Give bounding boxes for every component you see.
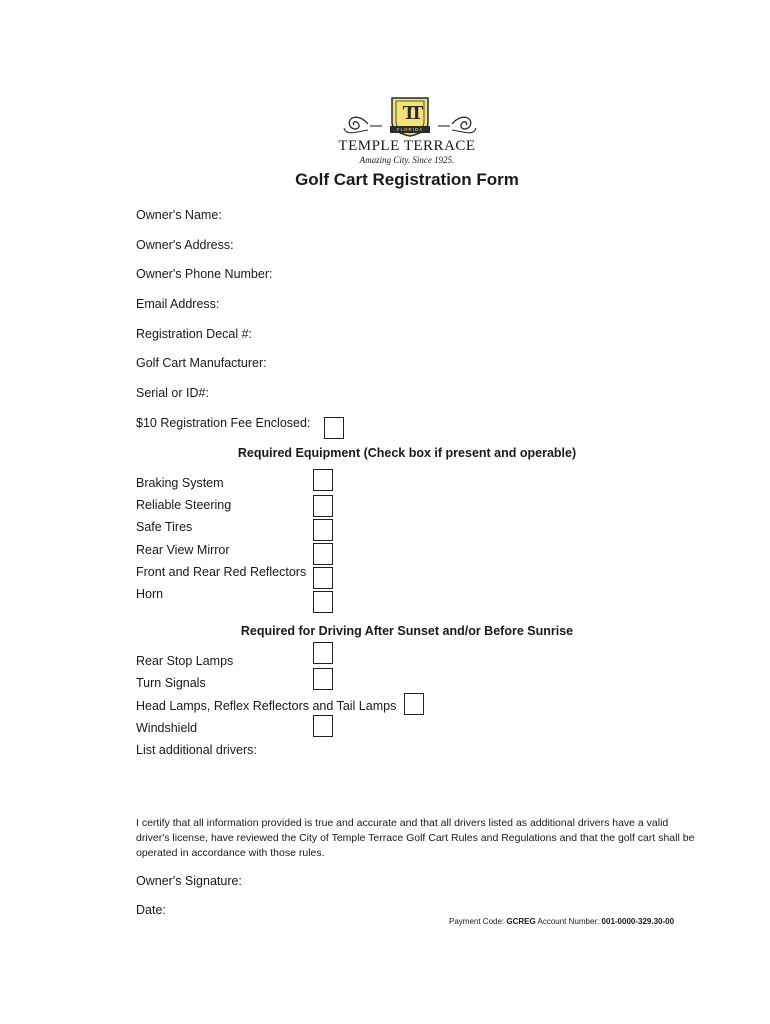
logo-name: TEMPLE TERRACE — [338, 138, 476, 154]
night-equipment-heading: Required for Driving After Sunset and/or Before Sunrise — [240, 624, 574, 638]
logo-ribbon-text: FLORIDA — [396, 127, 424, 132]
payment-code-label: Payment Code: — [449, 917, 505, 926]
payment-footer — [449, 917, 674, 926]
account-number-label: Account Number: — [537, 917, 600, 926]
additional-drivers-label: List additional drivers: — [136, 743, 257, 757]
decal-label: Registration Decal #: — [136, 327, 253, 341]
night-checkbox-windshield[interactable] — [313, 715, 333, 737]
certification-text: I certify that all information provided is true and accurate and that all drivers listed as additional drivers have a valid driver's license, have reviewed the City of Temple Terrace Golf Cart Rules and Regulations and that the golf cart shall be operated in accordance with those rules. — [136, 817, 695, 859]
night-item-head-lamps: Head Lamps, Reflex Reflectors and Tail Lamps — [136, 699, 397, 713]
equipment-item-horn: Horn — [136, 587, 164, 601]
logo-tagline: Amazing City. Since 1925. — [359, 155, 455, 165]
night-checkbox-stop-lamps[interactable] — [313, 642, 333, 664]
equipment-checkbox-tires[interactable] — [313, 519, 333, 541]
equipment-checkbox-braking[interactable] — [313, 469, 333, 491]
logo-monogram: TT — [402, 102, 418, 124]
night-item-stop-lamps: Rear Stop Lamps — [136, 654, 234, 668]
equipment-item-mirror: Rear View Mirror — [136, 543, 230, 557]
date-label: Date: — [136, 903, 166, 917]
owner-name-label: Owner's Name: — [136, 208, 222, 222]
equipment-item-tires: Safe Tires — [136, 520, 193, 534]
manufacturer-label: Golf Cart Manufacturer: — [136, 356, 267, 370]
equipment-item-steering: Reliable Steering — [136, 498, 232, 512]
night-checkbox-head-lamps[interactable] — [404, 693, 424, 715]
payment-code-value: GCREG — [506, 917, 536, 926]
owner-phone-label: Owner's Phone Number: — [136, 267, 273, 281]
serial-label: Serial or ID#: — [136, 386, 209, 400]
equipment-item-reflectors: Front and Rear Red Reflectors — [136, 565, 307, 579]
email-label: Email Address: — [136, 297, 220, 311]
page-title: Golf Cart Registration Form — [295, 170, 519, 189]
equipment-item-braking: Braking System — [136, 476, 224, 490]
equipment-checkbox-steering[interactable] — [313, 495, 333, 517]
equipment-checkbox-mirror[interactable] — [313, 543, 333, 565]
account-number-value: 001-0000-329.30-00 — [601, 917, 675, 926]
required-equipment-heading: Required Equipment (Check box if present and operable) — [237, 446, 577, 460]
equipment-checkbox-horn[interactable] — [313, 591, 333, 613]
fee-checkbox[interactable] — [324, 417, 344, 439]
signature-label: Owner's Signature: — [136, 874, 242, 888]
night-checkbox-turn-signals[interactable] — [313, 668, 333, 690]
owner-address-label: Owner's Address: — [136, 238, 234, 252]
night-item-turn-signals: Turn Signals — [136, 676, 206, 690]
equipment-checkbox-reflectors[interactable] — [313, 567, 333, 589]
night-item-windshield: Windshield — [136, 721, 198, 735]
fee-label: $10 Registration Fee Enclosed: — [136, 416, 311, 430]
